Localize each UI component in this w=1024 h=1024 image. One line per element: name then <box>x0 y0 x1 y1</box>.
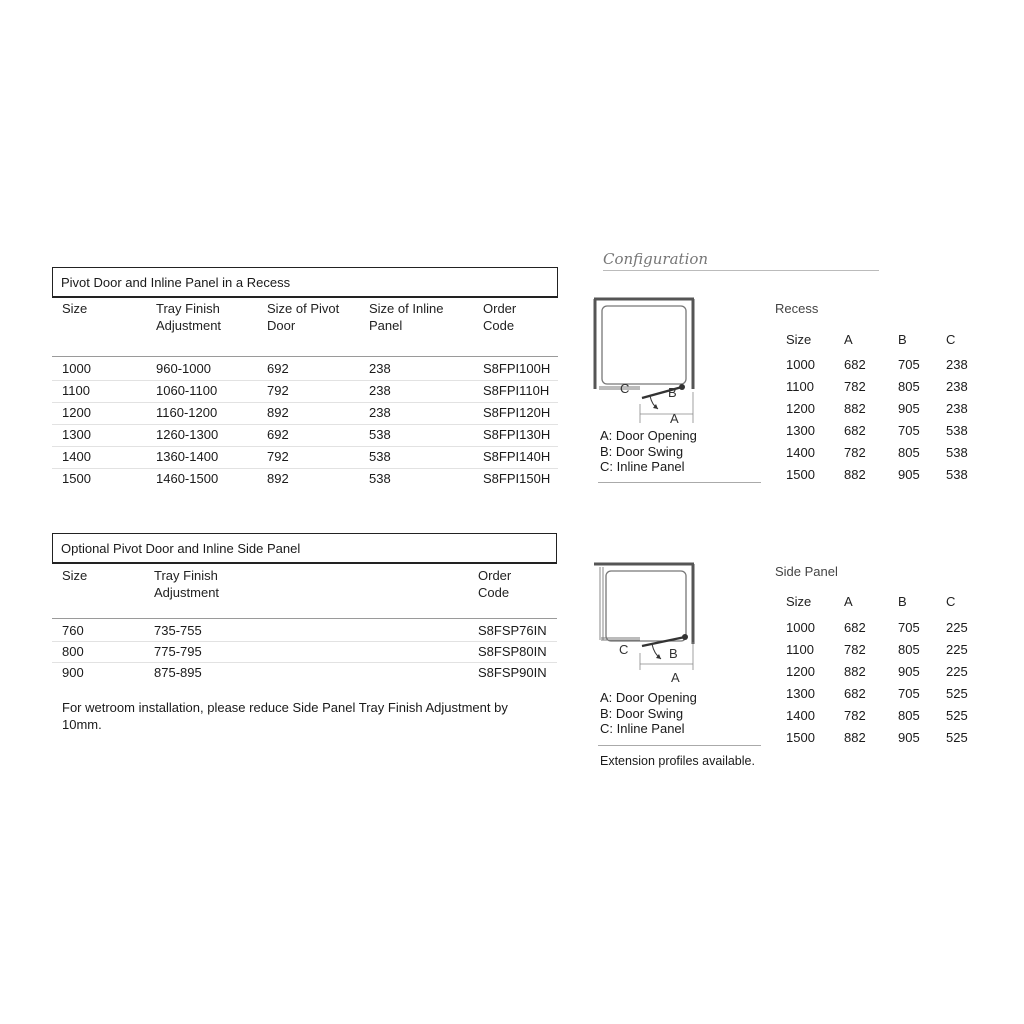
recess-legend-item: B: Door Swing <box>600 443 684 459</box>
recess-config-cell: 682 <box>844 357 866 372</box>
extension-footnote: Extension profiles available. <box>600 754 755 768</box>
side-panel-config-header-cell: B <box>898 594 907 609</box>
side-panel-config-cell: 905 <box>898 664 920 679</box>
recess-table-cell: 238 <box>369 361 391 376</box>
side-panel-config-cell: 782 <box>844 708 866 723</box>
recess-config-cell: 1200 <box>786 401 815 416</box>
side-panel-legend-item: A: Door Opening <box>600 690 697 705</box>
recess-table-row-divider <box>52 380 558 381</box>
side-panel-door <box>642 634 688 659</box>
side-panel-dimension-lines <box>640 642 693 670</box>
recess-table-cell: S8FPI130H <box>483 427 551 442</box>
side-table-cell: S8FSP80IN <box>478 644 547 659</box>
side-panel-config-cell: 705 <box>898 620 920 635</box>
recess-table-cell: 892 <box>267 405 289 420</box>
recess-table-header-cell: Order Code <box>483 301 517 333</box>
side-panel-config-cell: 525 <box>946 730 968 745</box>
recess-table-cell: 960-1000 <box>156 361 211 376</box>
side-panel-legend-item: B: Door Swing <box>600 705 684 721</box>
recess-table-cell: 1300 <box>62 427 91 442</box>
side-panel-config-header-cell: A <box>844 594 853 609</box>
recess-legend-item: C: Inline Panel <box>600 459 685 474</box>
side-panel-config-title: Side Panel <box>775 564 838 579</box>
side-panel-config-cell: 225 <box>946 664 968 679</box>
recess-config-cell: 882 <box>844 401 866 416</box>
side-table-title-text: Optional Pivot Door and Inline Side Panel <box>61 540 301 556</box>
side-panel-config-cell: 882 <box>844 730 866 745</box>
side-table-header-cell: Order Code <box>478 568 512 600</box>
recess-table-cell: 692 <box>267 427 289 442</box>
recess-table-cell: 1060-1100 <box>156 383 218 398</box>
recess-table-cell: 1360-1400 <box>156 449 219 464</box>
side-panel-diagram-label-b: B <box>669 646 678 661</box>
side-table-header-cell: Tray Finish Adjustment <box>154 568 220 600</box>
recess-config-cell: 538 <box>946 445 968 460</box>
side-panel-config-cell: 1500 <box>786 730 815 745</box>
recess-config-cell: 1000 <box>786 357 815 372</box>
side-panel-config-cell: 805 <box>898 642 920 657</box>
recess-config-header-cell: A <box>844 332 853 347</box>
recess-diagram-label-c: C <box>620 381 630 396</box>
recess-config-cell: 238 <box>946 357 968 372</box>
side-panel-config-cell: 1200 <box>786 664 815 679</box>
side-panel-config-cell: 1400 <box>786 708 815 723</box>
recess-table-cell: S8FPI120H <box>483 405 551 420</box>
side-panel-config-cell: 882 <box>844 664 866 679</box>
recess-config-cell: 805 <box>898 379 920 394</box>
recess-config-cell: 782 <box>844 379 866 394</box>
recess-config-header-cell: C <box>946 332 956 347</box>
recess-diagram-label-a: A <box>670 411 679 425</box>
recess-table-cell: 538 <box>369 449 391 464</box>
recess-config-cell: 538 <box>946 467 968 482</box>
recess-config-cell: 905 <box>898 401 920 416</box>
recess-enclosure <box>594 299 694 389</box>
side-table-row-divider <box>52 641 557 642</box>
recess-door <box>642 384 685 409</box>
side-panel-config-cell: 1300 <box>786 686 815 701</box>
configuration-title-underline <box>603 270 879 271</box>
recess-table-header-cell: Size of Pivot Door <box>267 301 340 333</box>
recess-table-cell: 238 <box>369 383 391 398</box>
recess-table-cell: 1160-1200 <box>156 405 218 420</box>
side-panel-config-header-cell: Size <box>786 594 812 609</box>
recess-legend <box>600 428 697 475</box>
side-table-header-divider <box>52 618 557 619</box>
recess-legend-item: A: Door Opening <box>600 428 697 443</box>
recess-config-cell: 705 <box>898 357 920 372</box>
side-table-cell: 800 <box>62 644 84 659</box>
side-table-cell: S8FSP76IN <box>478 623 547 638</box>
recess-table-row-divider <box>52 468 558 469</box>
recess-table-row-divider <box>52 402 558 403</box>
recess-table-header-cell: Size <box>62 301 88 316</box>
side-panel-config-cell: 682 <box>844 620 866 635</box>
recess-config-cell: 782 <box>844 445 866 460</box>
side-panel-config-cell: 525 <box>946 708 968 723</box>
recess-table-cell: S8FPI110H <box>483 383 550 398</box>
recess-config-cell: 1500 <box>786 467 815 482</box>
configuration-title: Configuration <box>603 250 709 268</box>
side-table-title <box>52 533 557 564</box>
recess-config-cell: 238 <box>946 401 968 416</box>
recess-table-cell: 792 <box>267 383 289 398</box>
side-panel-config-cell: 1100 <box>786 642 814 657</box>
side-panel-legend-item: C: Inline Panel <box>600 721 685 736</box>
side-panel-legend <box>600 690 697 737</box>
recess-config-cell: 1300 <box>786 423 815 438</box>
side-panel-config-cell: 682 <box>844 686 866 701</box>
recess-diagram-label-b: B <box>668 385 677 400</box>
side-panel-legend-underline <box>598 745 761 746</box>
side-table-cell: 900 <box>62 665 84 680</box>
recess-config-cell: 1100 <box>786 379 814 394</box>
wetroom-note: For wetroom installation, please reduce Side Panel Tray Finish Adjustment by 10mm. <box>62 700 508 732</box>
side-table-row-divider <box>52 662 557 663</box>
recess-table-cell: 238 <box>369 405 391 420</box>
recess-config-cell: 238 <box>946 379 968 394</box>
recess-config-cell: 1400 <box>786 445 815 460</box>
recess-table-row-divider <box>52 424 558 425</box>
side-table-cell: 775-795 <box>154 644 202 659</box>
recess-config-cell: 882 <box>844 467 866 482</box>
recess-config-header-cell: B <box>898 332 907 347</box>
side-table-cell: 875-895 <box>154 665 202 680</box>
recess-table-cell: S8FPI140H <box>483 449 551 464</box>
side-panel-config-cell: 525 <box>946 686 968 701</box>
recess-table-cell: S8FPI100H <box>483 361 551 376</box>
recess-table-cell: 538 <box>369 471 391 486</box>
recess-config-header-cell: Size <box>786 332 812 347</box>
side-panel-diagram-label-c: C <box>619 642 629 657</box>
side-panel-diagram-label-a: A <box>671 670 680 685</box>
side-table-cell: S8FSP90IN <box>478 665 547 680</box>
side-panel-config-header-cell: C <box>946 594 956 609</box>
side-panel-diagram <box>590 558 700 688</box>
side-panel-config-cell: 705 <box>898 686 920 701</box>
recess-config-cell: 705 <box>898 423 920 438</box>
recess-table-cell: 1100 <box>62 383 90 398</box>
recess-table-title-text: Pivot Door and Inline Panel in a Recess <box>61 274 291 290</box>
side-panel-config-cell: 782 <box>844 642 866 657</box>
recess-config-cell: 805 <box>898 445 920 460</box>
recess-table-cell: 1000 <box>62 361 91 376</box>
recess-table-title <box>52 267 558 298</box>
recess-config-cell: 905 <box>898 467 920 482</box>
recess-config-cell: 538 <box>946 423 968 438</box>
side-table-header-cell: Size <box>62 568 88 583</box>
recess-table-row-divider <box>52 446 558 447</box>
recess-table-header-divider <box>52 356 558 357</box>
side-panel-config-cell: 905 <box>898 730 920 745</box>
recess-table-cell: S8FPI150H <box>483 471 551 486</box>
recess-table-header-cell: Size of Inline Panel <box>369 301 444 333</box>
side-panel-config-cell: 225 <box>946 642 968 657</box>
side-panel-config-cell: 225 <box>946 620 968 635</box>
recess-table-header-cell: Tray Finish Adjustment <box>156 301 222 333</box>
recess-table-cell: 1400 <box>62 449 91 464</box>
recess-table-cell: 892 <box>267 471 289 486</box>
side-table-cell: 760 <box>62 623 84 638</box>
recess-table-cell: 538 <box>369 427 391 442</box>
recess-table-cell: 1260-1300 <box>156 427 219 442</box>
recess-table-cell: 1460-1500 <box>156 471 219 486</box>
side-panel-config-cell: 805 <box>898 708 920 723</box>
recess-config-title: Recess <box>775 301 819 316</box>
recess-legend-underline <box>598 482 761 483</box>
side-panel-enclosure <box>594 564 694 644</box>
side-table-cell: 735-755 <box>154 623 202 638</box>
recess-table-cell: 1500 <box>62 471 91 486</box>
side-panel-config-cell: 1000 <box>786 620 815 635</box>
recess-table-cell: 1200 <box>62 405 91 420</box>
recess-diagram <box>590 295 700 425</box>
recess-table-cell: 792 <box>267 449 289 464</box>
recess-config-cell: 682 <box>844 423 866 438</box>
recess-table-cell: 692 <box>267 361 289 376</box>
